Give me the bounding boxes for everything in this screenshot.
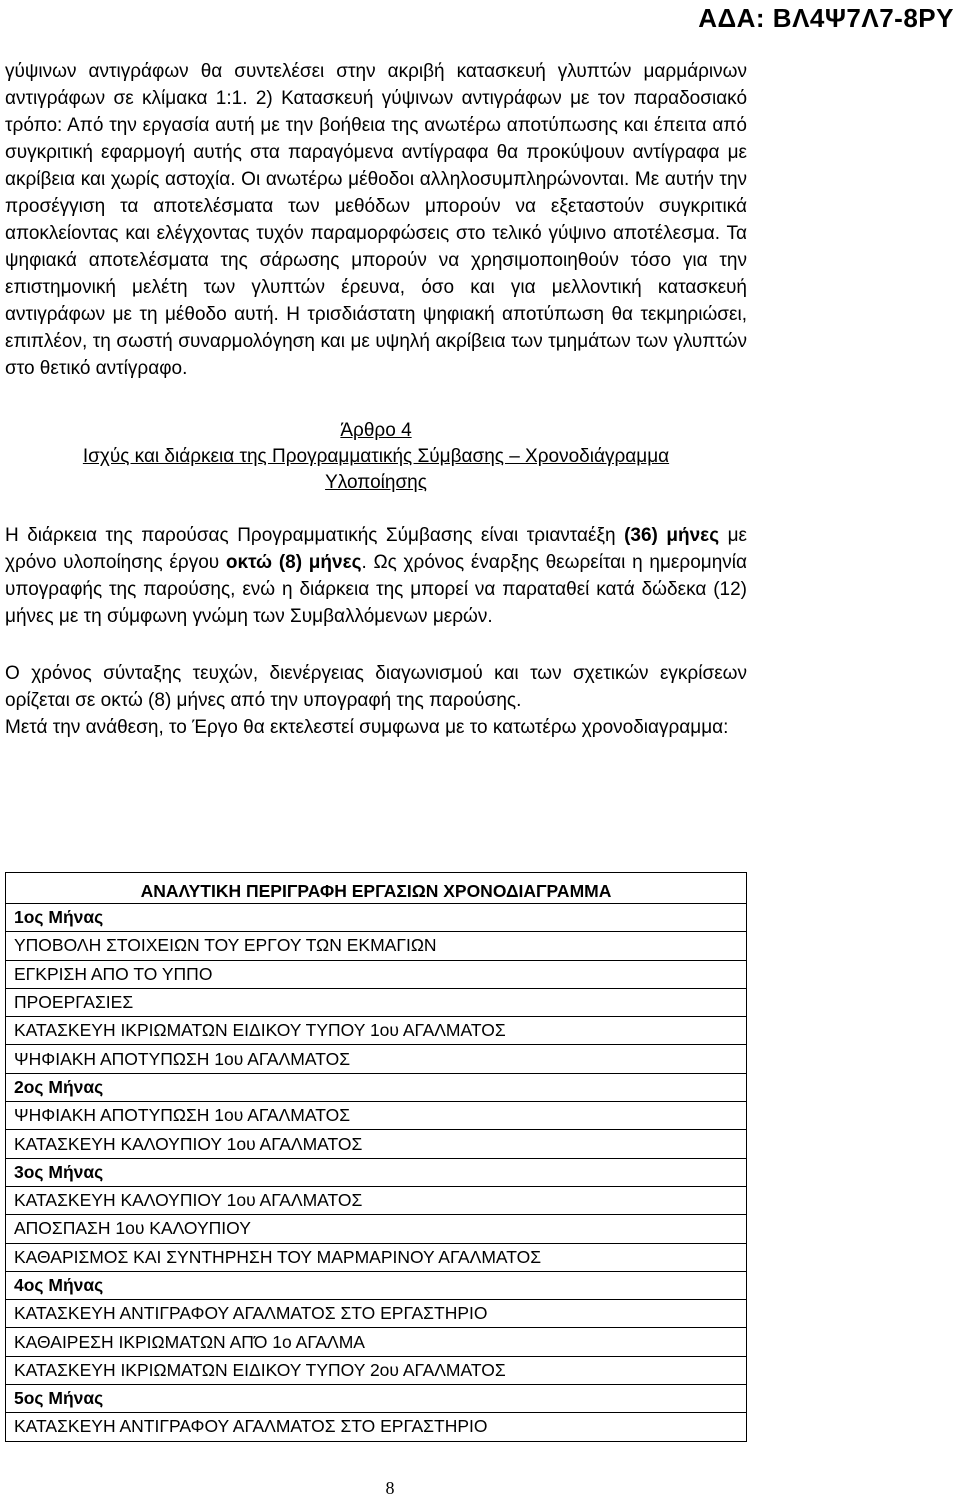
text-line: την εργασία αυτή με την βοήθεια της ανωτέρω αποτύπωσης και έπειτα — [109, 115, 707, 136]
schedule-month-row — [6, 1158, 747, 1186]
schedule-task: ΚΑΤΑΣΚΕΥΗ ΚΑΛΟΥΠΙΟΥ 1ου ΑΓΑΛΜΑΤΟΣ — [6, 1130, 747, 1158]
text-line: γύψινων αντιγράφων θα συντελέσει στην ακριβή κατασκευή γλυπτών — [5, 61, 632, 82]
schedule-month-label: 1ος Μήνας — [6, 904, 747, 932]
schedule-task: ΚΑΘΑΙΡΕΣΗ ΙΚΡΙΩΜΑΤΩΝ ΑΠΌ 1ο ΑΓΑΛΜΑ — [6, 1328, 747, 1356]
schedule-task-row — [6, 1300, 747, 1328]
article-heading — [5, 418, 747, 496]
text-run: . Ως χρόνος έναρξης θεωρείται η ημερομηνία υπογραφής της παρούσης, ενώ η διάρκεια της μπορεί να παραταθεί κατά δώδεκα (12) μήνες με τη σύμφωνη γνώμη των Συμβαλλόμενων μερών. — [5, 552, 747, 627]
schedule-task-row — [6, 1215, 747, 1243]
schedule-task: ΚΑΤΑΣΚΕΥΗ ΙΚΡΙΩΜΑΤΩΝ ΕΙΔΙΚΟΥ ΤΥΠΟΥ 2ου ΑΓΑΛΜΑΤΟΣ — [6, 1356, 747, 1384]
schedule-month-label: 2ος Μήνας — [6, 1073, 747, 1101]
schedule-task-row — [6, 988, 747, 1016]
schedule-task: ΨΗΦΙΑΚΗ ΑΠΟΤΥΠΩΣΗ 1ου ΑΓΑΛΜΑΤΟΣ — [6, 1102, 747, 1130]
text-bold: (36) μήνες — [624, 525, 720, 546]
schedule-month-row — [6, 1073, 747, 1101]
schedule-title: ΑΝΑΛΥΤΙΚΗ ΠΕΡΙΓΡΑΦΗ ΕΡΓΑΣΙΩΝ ΧΡΟΝΟΔΙΑΓΡΑΜΜΑ — [6, 873, 747, 904]
ada-code: ΑΔΑ: ΒΛ4Ψ7Λ7-8ΡΥ — [698, 3, 954, 33]
schedule-task: ΨΗΦΙΑΚΗ ΑΠΟΤΥΠΩΣΗ 1ου ΑΓΑΛΜΑΤΟΣ — [6, 1045, 747, 1073]
text-bold: οκτώ (8) μήνες — [225, 552, 362, 573]
schedule-task-row — [6, 960, 747, 988]
schedule-task-row — [6, 932, 747, 960]
text-line: μαρμάρινων αντιγράφων σε κλίμακα 1:1. — [5, 61, 747, 109]
schedule-task: ΠΡΟΕΡΓΑΣΙΕΣ — [6, 988, 747, 1016]
schedule-task: ΥΠΟΒΟΛΗ ΣΤΟΙΧΕΙΩΝ ΤΟΥ ΕΡΓΟΥ ΤΩΝ ΕΚΜΑΓΙΩΝ — [6, 932, 747, 960]
schedule-task: ΚΑΤΑΣΚΕΥΗ ΚΑΛΟΥΠΙΟΥ 1ου ΑΓΑΛΜΑΤΟΣ — [6, 1186, 747, 1214]
document-body — [5, 58, 747, 741]
schedule-month-row — [6, 1385, 747, 1413]
schedule-table — [5, 872, 747, 1442]
schedule-month-label: 5ος Μήνας — [6, 1385, 747, 1413]
paragraph-schedule-intro: Μετά την ανάθεση, το Έργο θα εκτελεστεί συμφωνα με το κατωτέρω χρονοδιαγραμμα: — [5, 717, 729, 738]
article-title: Ισχύς και διάρκεια της Προγραμματικής Σύμβασης – Χρονοδιάγραμμα — [82, 446, 670, 467]
schedule-task-row — [6, 1186, 747, 1214]
schedule-task-row — [6, 1045, 747, 1073]
text-run: με χρόνο υλοποίησης έργου — [5, 525, 748, 573]
text-line: από συγκριτική εφαρμογή αυτής στα παραγόμενα αντίγραφα θα — [5, 115, 747, 163]
schedule-task-row — [6, 1130, 747, 1158]
schedule-task: ΚΑΤΑΣΚΕΥΗ ΑΝΤΙΓΡΑΦΟΥ ΑΓΑΛΜΑΤΟΣ ΣΤΟ ΕΡΓΑΣΤΗΡΙΟ — [6, 1300, 747, 1328]
schedule-task-row — [6, 1328, 747, 1356]
schedule-task: ΚΑΤΑΣΚΕΥΗ ΙΚΡΙΩΜΑΤΩΝ ΕΙΔΙΚΟΥ ΤΥΠΟΥ 1ου ΑΓΑΛΜΑΤΟΣ — [6, 1017, 747, 1045]
schedule-task: ΕΓΚΡΙΣΗ ΑΠΟ ΤΟ ΥΠΠΟ — [6, 960, 747, 988]
text-run: Η διάρκεια της παρούσας Προγραμματικής Σύμβασης είναι τριανταέξη — [5, 525, 625, 546]
text-line: προκύψουν αντίγραφα με ακρίβεια και χωρίς αστοχία. — [5, 142, 747, 190]
schedule-task-row — [6, 1102, 747, 1130]
article-title-cont: Υλοποίησης — [325, 472, 427, 493]
schedule-task: ΑΠΟΣΠΑΣΗ 1ου ΚΑΛΟΥΠΙΟΥ — [6, 1215, 747, 1243]
paragraph-methods — [5, 58, 747, 382]
schedule-month-row — [6, 904, 747, 932]
paragraph-tender: Ο χρόνος σύνταξης τευχών, διενέργειας διαγωνισμού και των σχετικών εγκρίσεων ορίζεται σε οκτώ (8) μήνες από την υπογραφή της παρούσης. — [5, 663, 747, 711]
schedule-task: ΚΑΘΑΡΙΣΜΟΣ ΚΑΙ ΣΥΝΤΗΡΗΣΗ ΤΟΥ ΜΑΡΜΑΡΙΝΟΥ ΑΓΑΛΜΑΤΟΣ — [6, 1243, 747, 1271]
paragraph-duration — [5, 522, 747, 630]
page-number: 8 — [385, 1478, 395, 1498]
schedule-task-row — [6, 1413, 747, 1441]
text-line: Οι ανωτέρω μέθοδοι αλληλοσυμπληρώνονται. Με αυτήν την προσέγγιση τα αποτελέσματα των μεθόδων μπορούν να εξεταστούν συγκριτικά αποκλείοντας και ελέγχοντας τυχόν παραμορφώσεις στο τελικό γύψινο αποτέλεσμα. Τα ψηφιακά αποτελέσματα της σάρωσης μπορούν να χρησιμοποιηθούν τόσο για την επιστημονική μελέτη των γλυπτών έρευνα, όσο και για μελλοντική κατασκευή αντιγράφων με τη μέθοδο αυτή. Η τρισδιάστατη ψηφιακή αποτύπωση θα τεκμηριώσει, επιπλέον, τη σωστή συναρμολόγηση και με υψηλή ακρίβεια των τμημάτων των γλυπτών στο θετικό αντίγραφο. — [5, 169, 748, 379]
article-number: Άρθρο 4 — [340, 420, 412, 441]
schedule-task-row — [6, 1017, 747, 1045]
schedule-task-row — [6, 1356, 747, 1384]
schedule-month-label: 4ος Μήνας — [6, 1271, 747, 1299]
schedule-month-row — [6, 1271, 747, 1299]
schedule-task: ΚΑΤΑΣΚΕΥΗ ΑΝΤΙΓΡΑΦΟΥ ΑΓΑΛΜΑΤΟΣ ΣΤΟ ΕΡΓΑΣΤΗΡΙΟ — [6, 1413, 747, 1441]
schedule-month-label: 3ος Μήνας — [6, 1158, 747, 1186]
schedule-title-row — [6, 873, 747, 904]
schedule-task-row — [6, 1243, 747, 1271]
text-line: 2) Κατασκευή γύψινων αντιγράφων με τον παραδοσιακό τρόπο: Από — [5, 88, 748, 136]
